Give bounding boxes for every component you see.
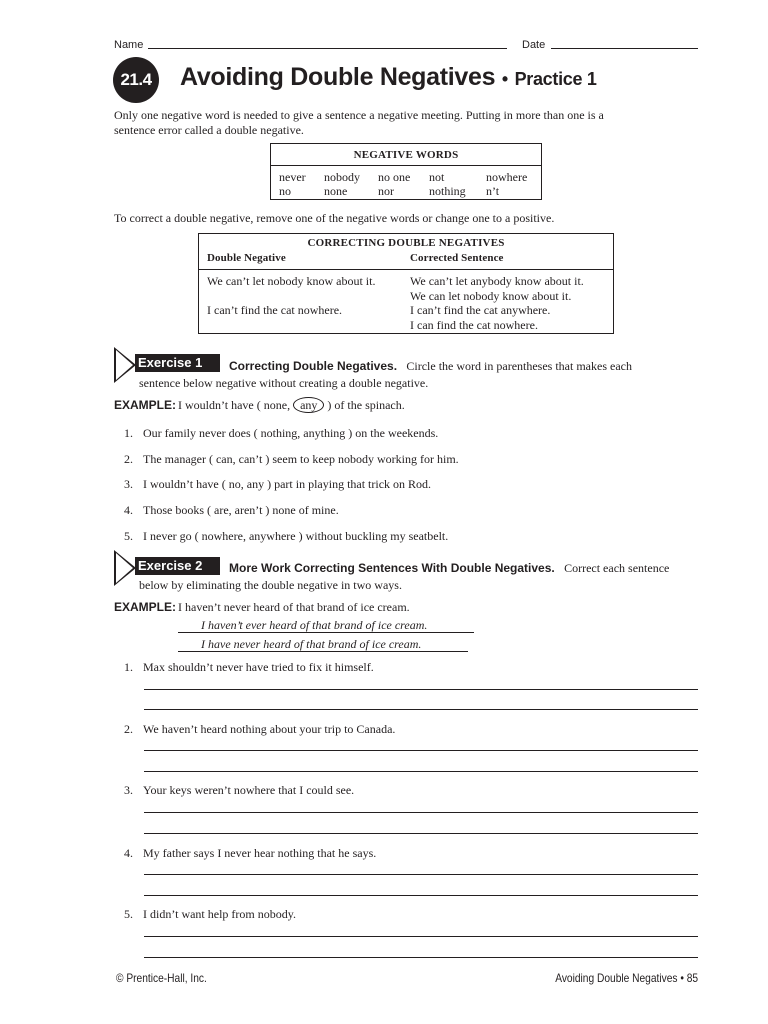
page-title — [180, 63, 597, 92]
example-answer-line-2 — [178, 651, 468, 652]
exercise-2-title: More Work Correcting Sentences With Double Negatives. — [229, 561, 555, 575]
list-item — [119, 424, 438, 442]
exercise-1-example — [178, 398, 405, 413]
neg-word: nowhere — [486, 170, 528, 184]
example-text-after: ) of the spinach. — [327, 398, 405, 412]
item-text[interactable]: Those books ( are, aren’t ) none of mine. — [143, 503, 339, 517]
exercise-2-item-3 — [119, 781, 354, 799]
exercise-2-item-4 — [119, 844, 376, 862]
answer-line[interactable] — [144, 895, 698, 896]
negative-words-title: NEGATIVE WORDS — [271, 144, 541, 166]
neg-word: nothing — [429, 184, 466, 198]
intro-line-2: sentence error called a double negative. — [114, 123, 304, 137]
title-text: Avoiding Double Negatives — [180, 63, 496, 91]
example-answer-1: I haven’t ever heard of that brand of ice cream. — [201, 618, 428, 632]
item-number: 4. — [124, 503, 133, 517]
example-answer-line-1 — [178, 632, 474, 633]
title-subtitle: Practice 1 — [514, 69, 597, 89]
section-number: 21.4 — [120, 70, 152, 89]
answer-line[interactable] — [144, 709, 698, 710]
item-number: 4. — [124, 846, 133, 860]
item-number: 2. — [124, 452, 133, 466]
correcting-table-title: CORRECTING DOUBLE NEGATIVES — [307, 237, 505, 249]
item-text[interactable]: I wouldn’t have ( no, any ) part in playing that trick on Rod. — [143, 477, 432, 491]
negative-words-grid — [271, 166, 541, 198]
example-text-before: I wouldn’t have ( none, — [178, 398, 291, 412]
corrected-line: I can’t find the cat anywhere. — [410, 303, 551, 317]
neg-word: not — [429, 170, 445, 184]
neg-word: nor — [378, 184, 394, 198]
footer-copyright: © Prentice-Hall, Inc. — [116, 971, 207, 985]
name-label: Name — [114, 39, 144, 51]
neg-word: no one — [378, 170, 411, 184]
item-text[interactable]: The manager ( can, can’t ) seem to keep nobody working for him. — [143, 452, 459, 466]
example-circled-word: any — [293, 397, 324, 413]
item-number: 3. — [124, 477, 133, 491]
answer-line[interactable] — [144, 689, 698, 690]
neg-word: never — [279, 170, 306, 184]
item-text[interactable]: Our family never does ( nothing, anything ) on the weekends. — [143, 426, 439, 440]
exercise-1-example-label: EXAMPLE: — [114, 398, 177, 412]
correct-instruction: To correct a double negative, remove one of the negative words or change one to a positive. — [114, 211, 555, 225]
answer-line[interactable] — [144, 874, 698, 875]
col-corrected-sentence: Corrected Sentence — [410, 252, 504, 264]
exercise-1-instruction-cont: sentence below negative without creating a double negative. — [139, 376, 429, 390]
list-item — [119, 527, 448, 545]
neg-word: none — [324, 184, 348, 198]
exercise-2-item-5 — [119, 905, 296, 923]
list-item — [119, 475, 431, 493]
neg-word: n’t — [486, 184, 500, 198]
item-text: I didn’t want help from nobody. — [143, 907, 296, 921]
item-text[interactable]: I never go ( nowhere, anywhere ) without buckling my seatbelt. — [143, 529, 449, 543]
answer-line[interactable] — [144, 936, 698, 937]
corrected-line: I can find the cat nowhere. — [410, 317, 538, 332]
title-bullet: • — [501, 69, 508, 89]
answer-line[interactable] — [144, 750, 698, 751]
exercise-2-item-2 — [119, 720, 395, 738]
correcting-table-header — [199, 234, 613, 270]
exercise-1-tab: Exercise 1 — [135, 354, 220, 372]
exercise-2-instruction-cont: below by eliminating the double negative in two ways. — [139, 578, 402, 592]
table-cell-double: We can’t let nobody know about it. — [207, 274, 376, 288]
answer-line[interactable] — [144, 812, 698, 813]
neg-word: nobody — [324, 170, 360, 184]
table-cell-corrected — [410, 303, 550, 332]
exercise-2-item-1 — [119, 658, 374, 676]
item-number: 1. — [124, 660, 133, 674]
exercise-1-arrow-inner — [116, 350, 133, 380]
exercise-1-heading — [229, 359, 632, 374]
section-number-badge — [113, 57, 159, 103]
exercise-1-instruction: Circle the word in parentheses that makes each — [406, 359, 632, 373]
item-number: 2. — [124, 722, 133, 736]
date-field-line[interactable] — [551, 48, 698, 49]
exercise-2-example: I haven’t never heard of that brand of ice cream. — [178, 600, 410, 614]
item-number: 3. — [124, 783, 133, 797]
intro-paragraph — [114, 108, 714, 138]
correcting-table — [198, 233, 614, 334]
exercise-2-tab: Exercise 2 — [135, 557, 220, 575]
corrected-line: We can’t let anybody know about it. — [410, 274, 584, 288]
example-answer-2: I have never heard of that brand of ice cream. — [201, 637, 422, 651]
item-number: 5. — [124, 907, 133, 921]
item-text: Your keys weren’t nowhere that I could see. — [143, 783, 355, 797]
table-cell-corrected — [410, 274, 584, 303]
exercise-2-instruction: Correct each sentence — [564, 561, 670, 575]
list-item — [119, 501, 339, 519]
item-text: My father says I never hear nothing that he says. — [143, 846, 377, 860]
corrected-line: We can let nobody know about it. — [410, 288, 572, 303]
item-number: 1. — [124, 426, 133, 440]
exercise-2-heading — [229, 561, 669, 576]
neg-word: no — [279, 184, 291, 198]
intro-line-1: Only one negative word is needed to give a sentence a negative meeting. Putting in more than one is a — [114, 108, 604, 122]
answer-line[interactable] — [144, 833, 698, 834]
item-number: 5. — [124, 529, 133, 543]
item-text: Max shouldn’t never have tried to fix it himself. — [143, 660, 374, 674]
answer-line[interactable] — [144, 771, 698, 772]
footer-page-info: Avoiding Double Negatives • 85 — [555, 971, 698, 985]
list-item — [119, 450, 459, 468]
date-label: Date — [522, 39, 546, 51]
table-cell-double: I can’t find the cat nowhere. — [207, 303, 343, 317]
exercise-2-arrow-inner — [116, 553, 133, 583]
name-field-line[interactable] — [148, 48, 507, 49]
negative-words-table — [270, 143, 542, 200]
item-text: We haven’t heard nothing about your trip to Canada. — [143, 722, 396, 736]
answer-line[interactable] — [144, 957, 698, 958]
exercise-2-example-label: EXAMPLE: — [114, 600, 177, 614]
col-double-negative: Double Negative — [207, 252, 286, 264]
exercise-1-title: Correcting Double Negatives. — [229, 359, 398, 373]
